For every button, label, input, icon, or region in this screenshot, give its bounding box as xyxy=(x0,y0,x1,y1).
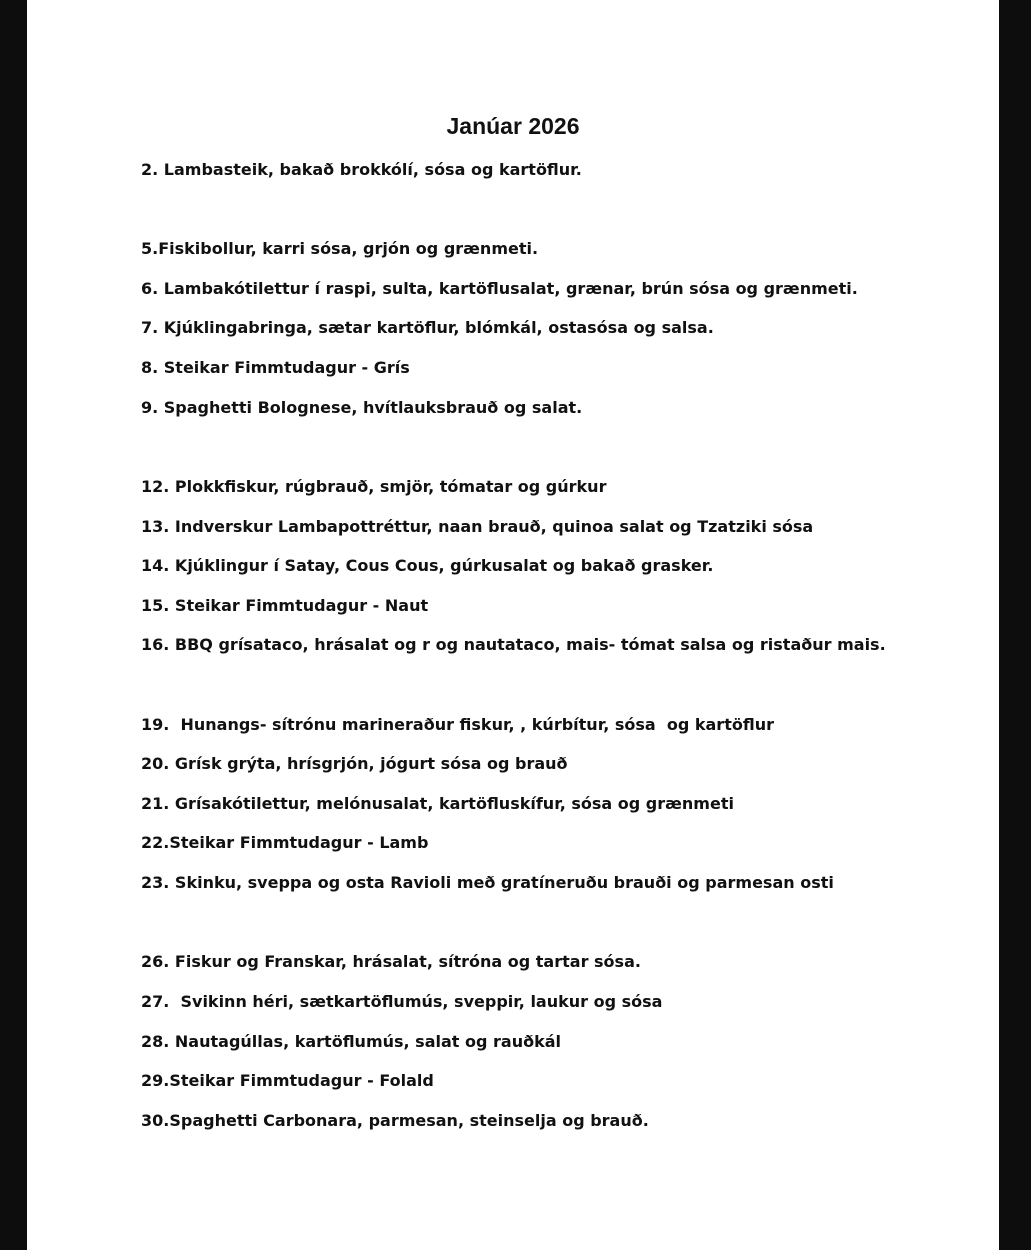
menu-item: 23. Skinku, sveppa og osta Ravioli með gratíneruðu brauði og parmesan osti xyxy=(141,873,834,892)
menu-item: 2. Lambasteik, bakað brokkólí, sósa og kartöflur. xyxy=(141,160,582,179)
menu-item: 20. Grísk grýta, hrísgrjón, jógurt sósa og brauð xyxy=(141,754,568,773)
menu-item: 5.Fiskibollur, karri sósa, grjón og grænmeti. xyxy=(141,239,539,258)
menu-item: 19. Hunangs- sítrónu marineraður fiskur, , kúrbítur, sósa og kartöflur xyxy=(141,715,774,734)
menu-item: 6. Lambakótilettur í raspi, sulta, kartöflusalat, grænar, brún sósa og grænmeti. xyxy=(141,279,858,298)
menu-item: 12. Plokkfiskur, rúgbrauð, smjör, tómatar og gúrkur xyxy=(141,477,607,496)
menu-item: 16. BBQ grísataco, hrásalat og r og nautataco, mais- tómat salsa og ristaður mais. xyxy=(141,635,886,654)
menu-item: 29.Steikar Fimmtudagur - Folald xyxy=(141,1071,434,1090)
menu-item: 28. Nautagúllas, kartöflumús, salat og rauðkál xyxy=(141,1032,561,1051)
menu-item: 22.Steikar Fimmtudagur - Lamb xyxy=(141,833,429,852)
page-title: Janúar 2026 xyxy=(446,113,580,139)
menu-item: 7. Kjúklingabringa, sætar kartöflur, blómkál, ostasósa og salsa. xyxy=(141,318,714,337)
menu-item: 15. Steikar Fimmtudagur - Naut xyxy=(141,596,429,615)
menu-item: 27. Svikinn héri, sætkartöflumús, sveppir, laukur og sósa xyxy=(141,992,663,1011)
menu-item: 14. Kjúklingur í Satay, Cous Cous, gúrkusalat og bakað grasker. xyxy=(141,556,714,575)
menu-item: 21. Grísakótilettur, melónusalat, kartöfluskífur, sósa og grænmeti xyxy=(141,794,734,813)
menu-item: 8. Steikar Fimmtudagur - Grís xyxy=(141,358,410,377)
document-page xyxy=(27,0,999,1250)
left-margin xyxy=(0,0,27,1250)
right-margin xyxy=(999,0,1031,1250)
menu-item: 9. Spaghetti Bolognese, hvítlauksbrauð og salat. xyxy=(141,398,583,417)
menu-item: 30.Spaghetti Carbonara, parmesan, steinselja og brauð. xyxy=(141,1111,649,1130)
menu-item: 26. Fiskur og Franskar, hrásalat, sítróna og tartar sósa. xyxy=(141,952,641,971)
menu-item: 13. Indverskur Lambapottréttur, naan brauð, quinoa salat og Tzatziki sósa xyxy=(141,517,814,536)
